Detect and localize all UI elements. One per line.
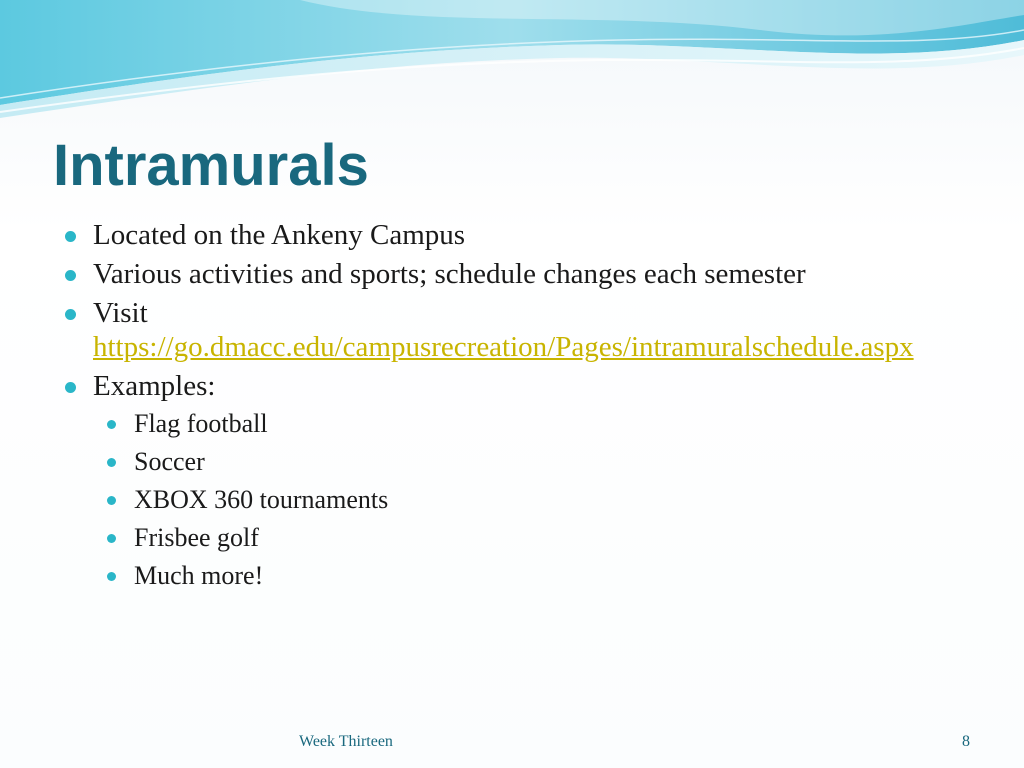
intramural-schedule-link[interactable]: https://go.dmacc.edu/campusrecreation/Pages/intramuralschedule.aspx [93, 331, 914, 363]
bullet-dot-icon [107, 534, 116, 543]
bullet-dot-icon [107, 572, 116, 581]
bullet-dot-icon [65, 231, 76, 242]
bullet-dot-icon [65, 270, 76, 281]
sub-bullet-item [122, 447, 982, 477]
sub-bullet-text: Soccer [134, 447, 205, 476]
sub-bullet-text: Much more! [134, 561, 264, 590]
slide-content [62, 218, 982, 599]
bullet-dot-icon [107, 420, 116, 429]
page-number: 8 [962, 733, 970, 750]
bullet-text: Examples: [93, 370, 216, 402]
bullet-dot-icon [107, 496, 116, 505]
decorative-wave-header [0, 0, 1024, 120]
sub-bullet-text: Flag football [134, 409, 268, 438]
bullet-dot-icon [107, 458, 116, 467]
sub-bullet-item [122, 409, 982, 439]
bullet-item [62, 218, 982, 252]
sub-bullet-item [122, 561, 982, 591]
bullet-dot-icon [65, 382, 76, 393]
sub-bullet-item [122, 523, 982, 553]
bullet-text: Visit [93, 297, 148, 329]
bullet-list [62, 218, 982, 591]
footer-label: Week Thirteen [299, 733, 393, 750]
bullet-text: Various activities and sports; schedule changes each semester [93, 258, 806, 290]
bullet-text: Located on the Ankeny Campus [93, 219, 466, 251]
sub-bullet-text: Frisbee golf [134, 523, 259, 552]
bullet-item [62, 257, 982, 291]
sub-bullet-text: XBOX 360 tournaments [134, 485, 389, 514]
sub-bullet-list [93, 409, 982, 591]
slide-title: Intramurals [53, 133, 369, 198]
bullet-item [62, 296, 982, 364]
bullet-dot-icon [65, 309, 76, 320]
bullet-item [62, 369, 982, 591]
sub-bullet-item [122, 485, 982, 515]
